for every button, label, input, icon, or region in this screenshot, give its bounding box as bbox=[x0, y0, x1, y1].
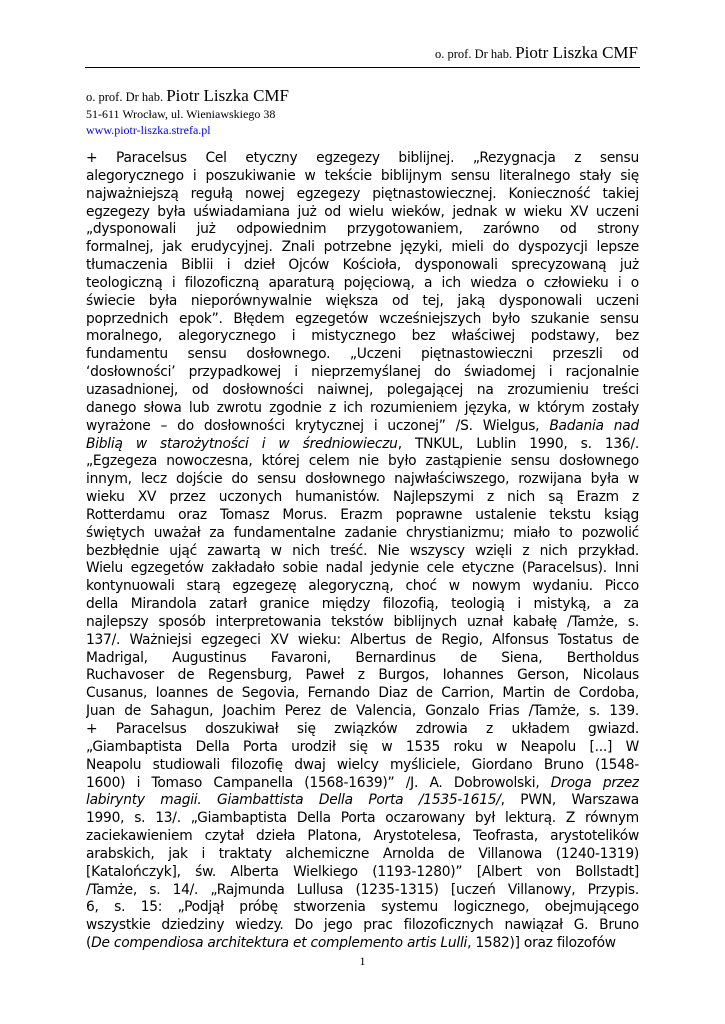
body-line: 6, s. 15: „Podjął próbę stworzenia systemu logicznego, obejmującego bbox=[86, 899, 639, 916]
body-line: 1990, s. 13/. „Giambaptista Della Porta oczarowany był lekturą. Z równym bbox=[86, 810, 639, 827]
body-line: poprzednich epok”. Błędem egzegetów wcześniejszych było szukanie sensu bbox=[86, 310, 639, 327]
body-line: danego słowa lub zwrotu zgodnie z ich rozumieniem języka, w którym zostały bbox=[86, 399, 639, 416]
body-line: (De compendiosa architektura et complemento artis Lulli, 1582)] oraz filozofów bbox=[86, 935, 616, 952]
body-line: Rotterdamu oraz Tomasz Morus. Erazm poprawne ustalenie tekstu ksiąg bbox=[86, 506, 639, 523]
body-line: /Tamże, s. 14/. „Rajmunda Lullusa (1235-1315) [uczeń Villanowy, Przypis. bbox=[86, 881, 639, 898]
body-line: Neapolu studiowali filozofię dwaj wielcy myśliciele, Giordano Bruno (1548- bbox=[86, 756, 639, 773]
body-line: + Paracelsus doszukiwał się związków zdrowia z układem gwiazd. bbox=[86, 721, 639, 737]
body-line: „dysponowali już odpowiednim przygotowaniem, zarówno od strony bbox=[86, 221, 639, 238]
body-line: „Egzegeza nowoczesna, której celem nie było zastąpienie sensu dosłownego bbox=[86, 453, 639, 470]
body-line: fundamentu sensu dosłownego. „Uczeni piętnastowieczni przeszli od bbox=[86, 346, 639, 363]
body-line: kontynuowali starą egzegezę alegoryczną, choć w nowym wydaniu. Picco bbox=[86, 578, 639, 595]
body-text bbox=[86, 150, 639, 953]
body-line: „Giambaptista Della Porta urodził się w 1535 roku w Neapolu [...] W bbox=[86, 738, 639, 755]
body-line: moralnego, alegorycznego i mistycznego bez właściwej podstawy, bez bbox=[86, 328, 639, 345]
body-line: tłumaczenia Biblii i dzieł Ojców Kościoła, dysponowali sprecyzowaną już bbox=[86, 257, 639, 274]
body-line: ‘dosłowności’ przypadkowej i nieprzemyślanej do świadomej i racjonalnie bbox=[86, 364, 639, 381]
body-line: 137/. Ważniejsi egzegeci XV wieku: Albertus de Regio, Alfonsus Tostatus de bbox=[86, 631, 639, 648]
body-line: najlepszy sposób interpretowania tekstów biblijnych uznał kabałę /Tamże, s. bbox=[86, 613, 639, 630]
body-line: arabskich, jak i traktaty alchemiczne Arnolda de Villanowa (1240-1319) bbox=[86, 845, 639, 862]
body-line: formalnej, jak erudycyjnej. Znali potrzebne języki, mieli do dyspozycji lepsze bbox=[86, 239, 639, 256]
body-line: wyrażone – do dosłowności krytycznej i uczonej” /S. Wielgus, Badania nad bbox=[86, 417, 639, 434]
body-line: wieku XV przez uczonych humanistów. Najlepszymi z nich są Erazm z bbox=[86, 489, 639, 506]
body-line: 1600) i Tomaso Campanella (1568-1639)” /J. A. Dobrowolski, Droga przez bbox=[86, 774, 639, 791]
body-line: Madrigal, Augustinus Favaroni, Bernardinus de Siena, Bertholdus bbox=[86, 649, 639, 666]
body-line: Ruchavoser de Regensburg, Paweł z Burgos, Iohannes Gerson, Nicolaus bbox=[86, 667, 639, 684]
body-line: uzasadnionej, od dosłowności naiwnej, polegającej na zrozumieniu treści bbox=[86, 381, 639, 398]
body-line: alegorycznego i poszukiwanie w tekście biblijnym sensu literalnego stały się bbox=[86, 167, 639, 184]
author-block bbox=[86, 86, 289, 139]
author-line bbox=[86, 86, 289, 107]
body-line: labirynty magii. Giambattista Della Porta /1535-1615/, PWN, Warszawa bbox=[86, 792, 639, 809]
body-line: egzegezy była uświadamiana już od wielu wieków, jednak w wieku XV uczeni bbox=[86, 203, 639, 220]
body-line: wszystkie dziedziny wiedzy. Do jego prac filozoficznych nawiązał G. Bruno bbox=[86, 917, 639, 934]
body-line: teologiczną i filozoficzną aparaturą pojęciową, a ich wiedza o człowieku i o bbox=[86, 274, 639, 291]
body-line: świecie była nieporównywalnie większa od tej, jaką dysponowali uczeni bbox=[86, 292, 639, 309]
body-line: świętych uważał za fundamentalne zadanie chrystianizmu; miało to pozwolić bbox=[86, 524, 639, 541]
page-number: 1 bbox=[359, 954, 366, 968]
author-website-link[interactable]: www.piotr-liszka.strefa.pl bbox=[86, 123, 211, 137]
body-line: [Katalończyk], św. Alberta Wielkiego (1193-1280)” [Albert von Bollstadt] bbox=[86, 863, 639, 880]
running-header bbox=[435, 43, 638, 63]
body-line: della Mirandola zatarł granice między filozofią, teologią i mistyką, a za bbox=[86, 596, 639, 613]
body-line: Cusanus, Ioannes de Segovia, Fernando Diaz de Carrion, Martin de Cordoba, bbox=[86, 685, 639, 702]
author-prefix: o. prof. Dr hab. bbox=[86, 90, 164, 104]
header-prefix: o. prof. Dr hab. bbox=[435, 47, 513, 61]
body-line: + Paracelsus Cel etyczny egzegezy biblijnej. „Rezygnacja z sensu bbox=[86, 150, 639, 166]
body-line: zaciekawieniem czytał dzieła Platona, Arystotelesa, Teofrasta, arystotelików bbox=[86, 828, 639, 845]
body-line: Biblią w starożytności i w średniowieczu, TNKUL, Lublin 1990, s. 136/. bbox=[86, 435, 639, 452]
body-line: innym, lecz dojście do sensu dosłownego najwłaściwszego, rozwijana była w bbox=[86, 471, 639, 488]
body-line: Wielu egzegetów zakładało sobie nadal jedynie cele etyczne (Paracelsus). Inni bbox=[86, 560, 639, 577]
header-rule bbox=[85, 67, 640, 68]
body-line: Juan de Sahagun, Joachim Perez de Valencia, Gonzalo Frias /Tamże, s. 139. bbox=[86, 703, 639, 720]
body-line: najważniejszą regułą nowej egzegezy piętnastowiecznej. Konieczność takiej bbox=[86, 185, 639, 202]
body-line: bezbłędnie ująć zawartą w nich treść. Nie wszyscy wzięli z nich przykład. bbox=[86, 542, 639, 559]
header-name: Piotr Liszka CMF bbox=[515, 43, 638, 62]
author-address: 51-611 Wrocław, ul. Wieniawskiego 38 bbox=[86, 107, 276, 121]
author-name: Piotr Liszka CMF bbox=[166, 86, 289, 105]
